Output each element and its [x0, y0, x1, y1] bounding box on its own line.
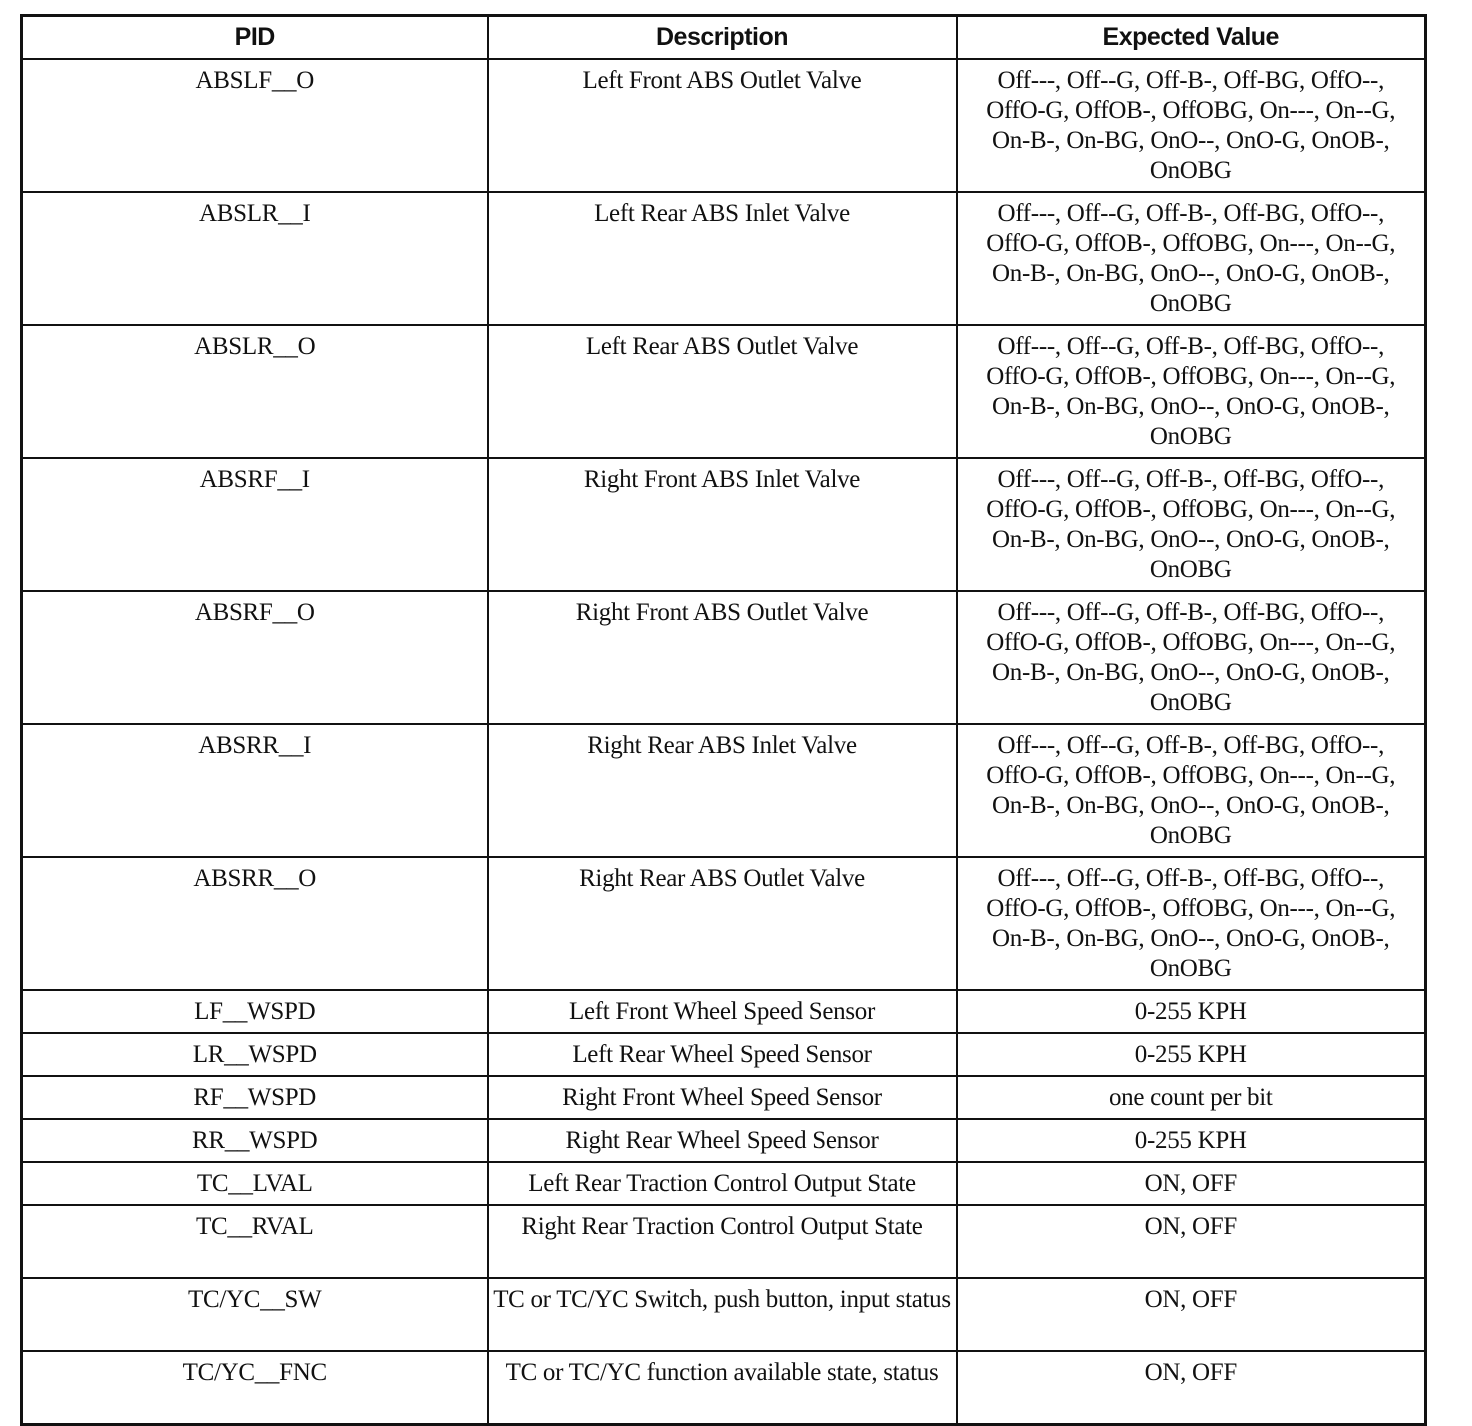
- table-row: [22, 1162, 1426, 1205]
- table-row: [22, 1076, 1426, 1119]
- description-cell: Right Rear Traction Control Output State: [488, 1205, 957, 1278]
- expected-value-cell: Off---, Off--G, Off-B-, Off-BG, OffO--, OffO-G, OffOB-, OffOBG, On---, On--G, On-B-, On-BG, OnO--, OnO-G, OnOB-, OnOBG: [957, 724, 1426, 857]
- expected-value-cell: ON, OFF: [957, 1351, 1426, 1425]
- pid-cell: ABSLF__O: [22, 59, 488, 192]
- table-header-row: [22, 16, 1426, 60]
- description-cell: Left Rear ABS Outlet Valve: [488, 325, 957, 458]
- table-row: [22, 591, 1426, 724]
- expected-value-cell: 0-255 KPH: [957, 990, 1426, 1033]
- column-header-description: Description: [488, 16, 957, 60]
- pid-cell: TC__RVAL: [22, 1205, 488, 1278]
- description-cell: Right Front Wheel Speed Sensor: [488, 1076, 957, 1119]
- table-row: [22, 990, 1426, 1033]
- description-cell: Right Rear Wheel Speed Sensor: [488, 1119, 957, 1162]
- pid-cell: ABSRR__I: [22, 724, 488, 857]
- description-cell: Left Front ABS Outlet Valve: [488, 59, 957, 192]
- pid-cell: TC/YC__FNC: [22, 1351, 488, 1425]
- expected-value-cell: ON, OFF: [957, 1162, 1426, 1205]
- description-cell: Right Rear ABS Inlet Valve: [488, 724, 957, 857]
- table-row: [22, 857, 1426, 990]
- expected-value-cell: Off---, Off--G, Off-B-, Off-BG, OffO--, OffO-G, OffOB-, OffOBG, On---, On--G, On-B-, On-BG, OnO--, OnO-G, OnOB-, OnOBG: [957, 325, 1426, 458]
- expected-value-cell: 0-255 KPH: [957, 1119, 1426, 1162]
- table-row: [22, 192, 1426, 325]
- pid-cell: ABSLR__I: [22, 192, 488, 325]
- pid-cell: RR__WSPD: [22, 1119, 488, 1162]
- table-row: [22, 325, 1426, 458]
- expected-value-cell: ON, OFF: [957, 1278, 1426, 1351]
- document-page: [20, 14, 1424, 1426]
- column-header-pid: PID: [22, 16, 488, 60]
- table-row: [22, 1033, 1426, 1076]
- description-cell: Right Front ABS Inlet Valve: [488, 458, 957, 591]
- expected-value-cell: Off---, Off--G, Off-B-, Off-BG, OffO--, OffO-G, OffOB-, OffOBG, On---, On--G, On-B-, On-BG, OnO--, OnO-G, OnOB-, OnOBG: [957, 591, 1426, 724]
- expected-value-cell: Off---, Off--G, Off-B-, Off-BG, OffO--, OffO-G, OffOB-, OffOBG, On---, On--G, On-B-, On-BG, OnO--, OnO-G, OnOB-, OnOBG: [957, 458, 1426, 591]
- description-cell: Right Rear ABS Outlet Valve: [488, 857, 957, 990]
- pid-table: [20, 14, 1427, 1426]
- description-cell: TC or TC/YC function available state, status: [488, 1351, 957, 1425]
- description-cell: Left Rear ABS Inlet Valve: [488, 192, 957, 325]
- expected-value-cell: one count per bit: [957, 1076, 1426, 1119]
- expected-value-cell: Off---, Off--G, Off-B-, Off-BG, OffO--, OffO-G, OffOB-, OffOBG, On---, On--G, On-B-, On-BG, OnO--, OnO-G, OnOB-, OnOBG: [957, 59, 1426, 192]
- pid-cell: TC__LVAL: [22, 1162, 488, 1205]
- pid-cell: ABSRF__O: [22, 591, 488, 724]
- description-cell: Right Front ABS Outlet Valve: [488, 591, 957, 724]
- table-row: [22, 1351, 1426, 1425]
- table-row: [22, 458, 1426, 591]
- table-row: [22, 1278, 1426, 1351]
- expected-value-cell: 0-255 KPH: [957, 1033, 1426, 1076]
- pid-cell: ABSRR__O: [22, 857, 488, 990]
- expected-value-cell: Off---, Off--G, Off-B-, Off-BG, OffO--, OffO-G, OffOB-, OffOBG, On---, On--G, On-B-, On-BG, OnO--, OnO-G, OnOB-, OnOBG: [957, 857, 1426, 990]
- description-cell: TC or TC/YC Switch, push button, input status: [488, 1278, 957, 1351]
- table-row: [22, 59, 1426, 192]
- expected-value-cell: Off---, Off--G, Off-B-, Off-BG, OffO--, OffO-G, OffOB-, OffOBG, On---, On--G, On-B-, On-BG, OnO--, OnO-G, OnOB-, OnOBG: [957, 192, 1426, 325]
- description-cell: Left Front Wheel Speed Sensor: [488, 990, 957, 1033]
- pid-cell: LR__WSPD: [22, 1033, 488, 1076]
- column-header-expected-value: Expected Value: [957, 16, 1426, 60]
- pid-cell: ABSLR__O: [22, 325, 488, 458]
- pid-cell: ABSRF__I: [22, 458, 488, 591]
- pid-cell: TC/YC__SW: [22, 1278, 488, 1351]
- pid-cell: LF__WSPD: [22, 990, 488, 1033]
- description-cell: Left Rear Wheel Speed Sensor: [488, 1033, 957, 1076]
- pid-cell: RF__WSPD: [22, 1076, 488, 1119]
- table-row: [22, 1119, 1426, 1162]
- table-row: [22, 724, 1426, 857]
- description-cell: Left Rear Traction Control Output State: [488, 1162, 957, 1205]
- table-row: [22, 1205, 1426, 1278]
- expected-value-cell: ON, OFF: [957, 1205, 1426, 1278]
